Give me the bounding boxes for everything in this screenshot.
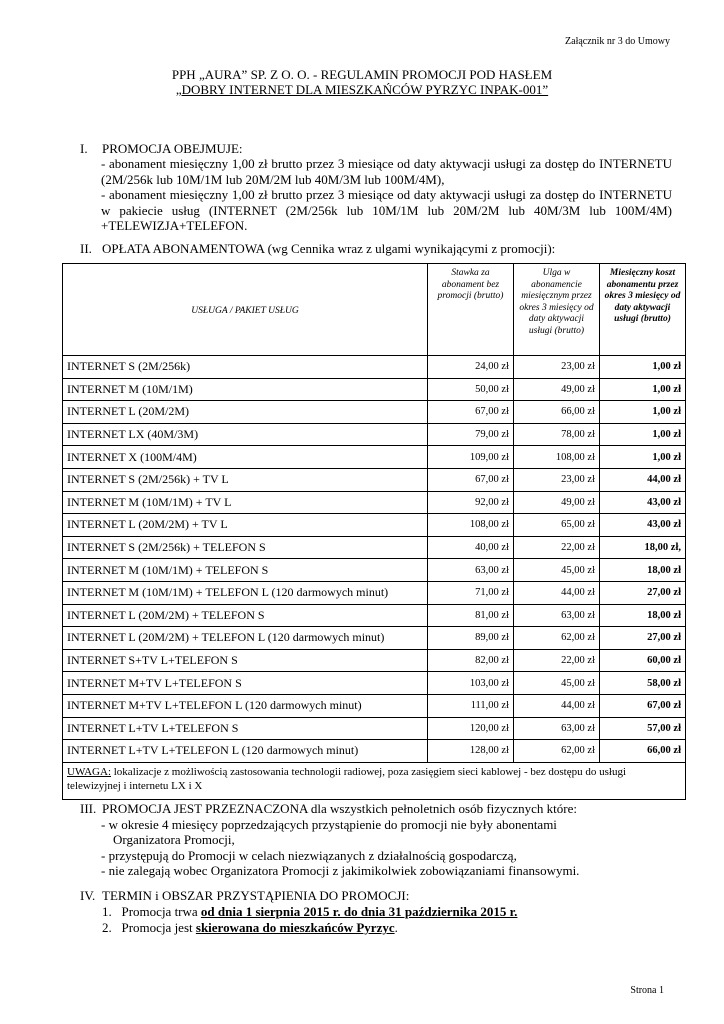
table-row <box>63 694 686 717</box>
document-title: PPH „AURA” SP. Z O. O. - REGULAMIN PROMOCJI POD HASŁEM <box>171 67 553 82</box>
attachment-label: Załącznik nr 3 do Umowy <box>565 36 670 47</box>
table-row <box>63 423 686 446</box>
section-4-item-1 <box>80 904 517 920</box>
promotion-area: skierowana do mieszkańców Pyrzyc <box>195 920 395 935</box>
monthly-cost-cell: 1,00 zł <box>600 423 686 446</box>
monthly-cost-cell: 1,00 zł <box>600 356 686 379</box>
monthly-cost-cell: 67,00 zł <box>600 694 686 717</box>
table-row <box>63 446 686 469</box>
discount-cell: 23,00 zł <box>514 468 600 491</box>
item-1-number: 1. <box>102 904 112 919</box>
rate-cell: 89,00 zł <box>428 627 514 650</box>
page-number: Strona 1 <box>630 985 664 996</box>
service-cell: INTERNET L+TV L+TELEFON L (120 darmowych minut) <box>63 740 428 763</box>
table-note-row <box>63 762 686 799</box>
section-1-heading <box>80 141 243 157</box>
monthly-cost-cell: 1,00 zł <box>600 446 686 469</box>
section-4-numeral: IV. <box>80 888 96 903</box>
monthly-cost-cell: 66,00 zł <box>600 740 686 763</box>
discount-cell: 62,00 zł <box>514 740 600 763</box>
monthly-cost-cell: 18,00 zł <box>600 604 686 627</box>
section-3-title: PROMOCJA JEST PRZEZNACZONA dla wszystkich pełnoletnich osób fizycznych które: <box>102 801 577 816</box>
section-1-numeral: I. <box>80 141 88 156</box>
table-row <box>63 581 686 604</box>
rate-cell: 63,00 zł <box>428 559 514 582</box>
discount-cell: 44,00 zł <box>514 581 600 604</box>
table-row <box>63 536 686 559</box>
section-4-item-2 <box>80 920 517 936</box>
rate-cell: 67,00 zł <box>428 401 514 424</box>
table-row <box>63 672 686 695</box>
rate-cell: 40,00 zł <box>428 536 514 559</box>
discount-cell: 78,00 zł <box>514 423 600 446</box>
discount-cell: 45,00 zł <box>514 672 600 695</box>
service-cell: INTERNET LX (40M/3M) <box>63 423 428 446</box>
rate-cell: 103,00 zł <box>428 672 514 695</box>
promotion-dates: od dnia 1 sierpnia 2015 r. do dnia 31 października 2015 r. <box>200 904 518 919</box>
table-row <box>63 717 686 740</box>
monthly-cost-cell: 1,00 zł <box>600 378 686 401</box>
header-monthly: Miesięczny koszt abonamentu przez okres 3 miesięcy od daty aktywacji usługi (brutto) <box>600 264 686 356</box>
service-cell: INTERNET S (2M/256k) <box>63 356 428 379</box>
rate-cell: 81,00 zł <box>428 604 514 627</box>
service-cell: INTERNET M+TV L+TELEFON L (120 darmowych minut) <box>63 694 428 717</box>
discount-cell: 22,00 zł <box>514 649 600 672</box>
header-service: USŁUGA / PAKIET USŁUG <box>63 264 428 356</box>
note-label: UWAGA: <box>67 765 111 778</box>
table-row <box>63 491 686 514</box>
header-discount: Ulga w abonamencie miesięcznym przez okres 3 miesięcy od daty aktywacji usługi (brutto) <box>514 264 600 356</box>
monthly-cost-cell: 18,00 zł, <box>600 536 686 559</box>
monthly-cost-cell: 43,00 zł <box>600 491 686 514</box>
rate-cell: 108,00 zł <box>428 514 514 537</box>
service-cell: INTERNET S (2M/256k) + TV L <box>63 468 428 491</box>
table-header-row <box>63 264 686 356</box>
monthly-cost-cell: 44,00 zł <box>600 468 686 491</box>
discount-cell: 44,00 zł <box>514 694 600 717</box>
discount-cell: 22,00 zł <box>514 536 600 559</box>
section-1-title: PROMOCJA OBEJMUJE: <box>102 141 243 156</box>
discount-cell: 63,00 zł <box>514 604 600 627</box>
section-3-item-3: - nie zalegają wobec Organizatora Promocji z jakimikolwiek zobowiązaniami finansowymi. <box>101 863 580 878</box>
discount-cell: 62,00 zł <box>514 627 600 650</box>
discount-cell: 63,00 zł <box>514 717 600 740</box>
rate-cell: 67,00 zł <box>428 468 514 491</box>
monthly-cost-cell: 60,00 zł <box>600 649 686 672</box>
rate-cell: 111,00 zł <box>428 694 514 717</box>
monthly-cost-cell: 27,00 zł <box>600 627 686 650</box>
table-row <box>63 740 686 763</box>
service-cell: INTERNET M (10M/1M) <box>63 378 428 401</box>
service-cell: INTERNET S (2M/256k) + TELEFON S <box>63 536 428 559</box>
section-1-item-2: - abonament miesięczny 1,00 zł brutto przez 3 miesiące od daty aktywacji usługi za dostęp do INTERNETU w pakiecie usług (INTERNET (2M/256k lub 10M/1M lub 20M/2M lub 40M/3M lub 100M/4M) +TELEWIZJA+TELEFON. <box>101 187 672 233</box>
section-3-heading <box>80 801 579 817</box>
item-2-number: 2. <box>102 920 112 935</box>
section-4-heading <box>80 888 517 904</box>
monthly-cost-cell: 58,00 zł <box>600 672 686 695</box>
discount-cell: 49,00 zł <box>514 378 600 401</box>
monthly-cost-cell: 27,00 zł <box>600 581 686 604</box>
item-1-text: Promocja trwa <box>121 904 201 919</box>
discount-cell: 23,00 zł <box>514 356 600 379</box>
section-3-item-1-cont: Organizatora Promocji, <box>113 832 235 847</box>
table-body <box>63 356 686 763</box>
service-cell: INTERNET M+TV L+TELEFON S <box>63 672 428 695</box>
service-cell: INTERNET L (20M/2M) + TELEFON S <box>63 604 428 627</box>
section-3-numeral: III. <box>80 801 97 816</box>
table-note <box>63 762 686 799</box>
table-row <box>63 559 686 582</box>
rate-cell: 24,00 zł <box>428 356 514 379</box>
discount-cell: 65,00 zł <box>514 514 600 537</box>
section-1-item-1: - abonament miesięczny 1,00 zł brutto przez 3 miesiące od daty aktywacji usługi za dostęp do INTERNETU (2M/256k lub 10M/1M lub 20M/2M lub 40M/3M lub 100M/4M), <box>101 156 672 187</box>
table-row <box>63 627 686 650</box>
item-2-end: . <box>394 920 398 935</box>
section-3-item-1: - w okresie 4 miesięcy poprzedzających przystąpienie do promocji nie były abonentami <box>101 816 557 832</box>
table-row <box>63 649 686 672</box>
service-cell: INTERNET M (10M/1M) + TELEFON S <box>63 559 428 582</box>
discount-cell: 66,00 zł <box>514 401 600 424</box>
rate-cell: 82,00 zł <box>428 649 514 672</box>
service-cell: INTERNET M (10M/1M) + TV L <box>63 491 428 514</box>
section-3 <box>80 801 579 879</box>
document-subtitle: „DOBRY INTERNET DLA MIESZKAŃCÓW PYRZYC INPAK-001” <box>175 82 549 97</box>
service-cell: INTERNET M (10M/1M) + TELEFON L (120 darmowych minut) <box>63 581 428 604</box>
header-rate: Stawka za abonament bez promocji (brutto) <box>428 264 514 356</box>
rate-cell: 50,00 zł <box>428 378 514 401</box>
service-cell: INTERNET L+TV L+TELEFON S <box>63 717 428 740</box>
table-row <box>63 604 686 627</box>
table-row <box>63 468 686 491</box>
service-cell: INTERNET L (20M/2M) + TV L <box>63 514 428 537</box>
table-row <box>63 356 686 379</box>
section-4 <box>80 888 517 936</box>
item-2-text: Promocja jest <box>121 920 196 935</box>
section-2-numeral: II. <box>80 241 92 256</box>
rate-cell: 71,00 zł <box>428 581 514 604</box>
monthly-cost-cell: 43,00 zł <box>600 514 686 537</box>
service-cell: INTERNET L (20M/2M) <box>63 401 428 424</box>
monthly-cost-cell: 57,00 zł <box>600 717 686 740</box>
discount-cell: 45,00 zł <box>514 559 600 582</box>
service-cell: INTERNET X (100M/4M) <box>63 446 428 469</box>
service-cell: INTERNET L (20M/2M) + TELEFON L (120 darmowych minut) <box>63 627 428 650</box>
discount-cell: 108,00 zł <box>514 446 600 469</box>
section-2-title: OPŁATA ABONAMENTOWA (wg Cennika wraz z ulgami wynikającymi z promocji): <box>102 241 556 256</box>
section-2-heading <box>80 241 555 257</box>
section-3-item-2: - przystępują do Promocji w celach niezwiązanych z działalnością gospodarczą, <box>101 847 517 863</box>
rate-cell: 120,00 zł <box>428 717 514 740</box>
rate-cell: 128,00 zł <box>428 740 514 763</box>
table-row <box>63 514 686 537</box>
rate-cell: 79,00 zł <box>428 423 514 446</box>
pricing-table <box>62 263 686 800</box>
monthly-cost-cell: 18,00 zł <box>600 559 686 582</box>
service-cell: INTERNET S+TV L+TELEFON S <box>63 649 428 672</box>
discount-cell: 49,00 zł <box>514 491 600 514</box>
table-row <box>63 378 686 401</box>
table-row <box>63 401 686 424</box>
rate-cell: 109,00 zł <box>428 446 514 469</box>
note-text: lokalizacje z możliwością zastosowania technologii radiowej, poza zasięgiem sieci kablowej - bez dostępu do usługi telewizyjnej i internetu LX i X <box>67 765 626 792</box>
monthly-cost-cell: 1,00 zł <box>600 401 686 424</box>
rate-cell: 92,00 zł <box>428 491 514 514</box>
section-4-title: TERMIN i OBSZAR PRZYSTĄPIENIA DO PROMOCJI: <box>102 888 410 903</box>
